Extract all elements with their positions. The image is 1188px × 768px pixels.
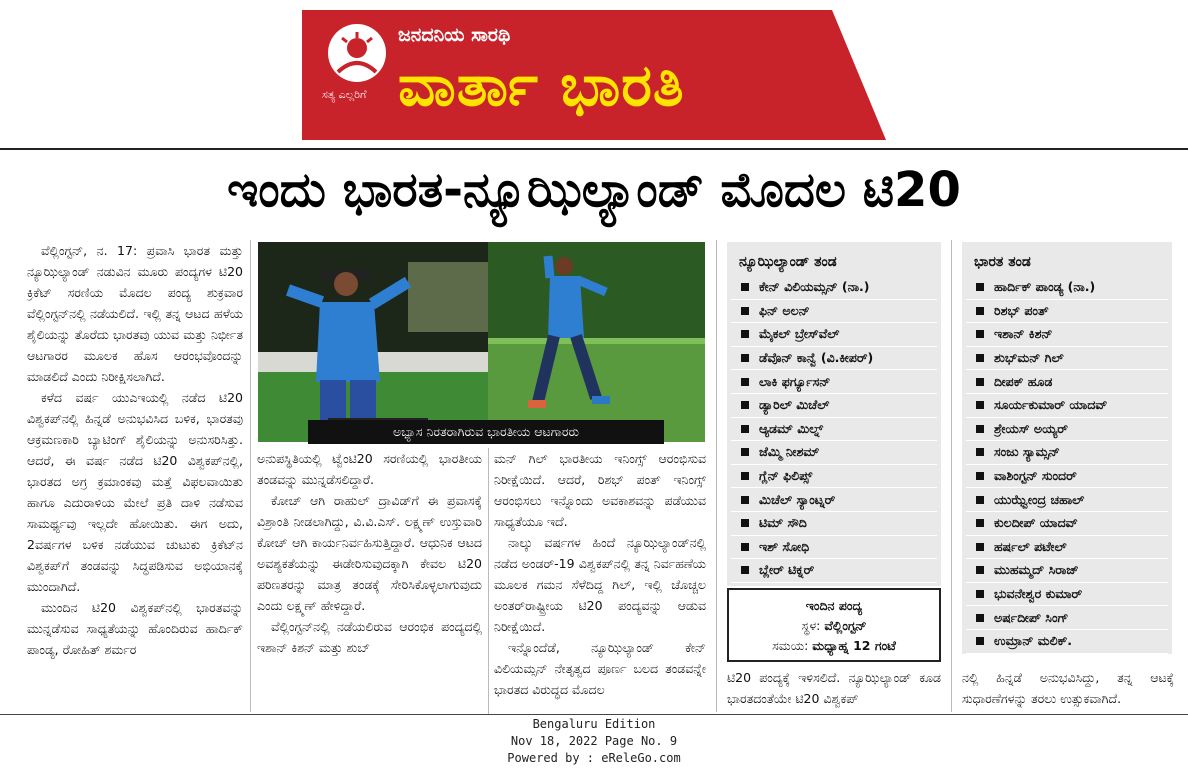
square-bullet-icon <box>741 378 749 386</box>
player-name: ಡೆವೊನ್ ಕಾನ್ವೆ (ವಿ.ಕೀಪರ್) <box>759 350 874 366</box>
player-name: ಜೆಮ್ಮಿ ನೀಶಮ್ <box>759 444 820 460</box>
player-name: ಕುಲದೀಪ್ ಯಾದವ್ <box>994 515 1078 531</box>
square-bullet-icon <box>741 354 749 362</box>
player-name: ಇಶ್ ಸೋಧಿ <box>759 538 810 554</box>
match-info-title: ಇಂದಿನ ಪಂದ್ಯ <box>805 598 863 613</box>
squad-player <box>966 418 1168 442</box>
player-name: ಭುವನೇಶ್ವರ ಕುಮಾರ್ <box>994 586 1083 602</box>
player-name: ಸೂರ್ಯಕುಮಾರ್ ಯಾದವ್ <box>994 397 1108 413</box>
player-name: ಫಿನ್ ಅಲನ್ <box>759 302 810 318</box>
square-bullet-icon <box>976 448 984 456</box>
squad-player <box>966 488 1168 512</box>
squad-player <box>731 488 937 512</box>
squad-player <box>966 606 1168 630</box>
match-info-box <box>727 588 941 662</box>
squad-player <box>731 370 937 394</box>
newspaper-logo-icon <box>328 24 386 82</box>
square-bullet-icon <box>741 283 749 291</box>
square-bullet-icon <box>976 590 984 598</box>
article-paragraph: ಕಳೆದ ವರ್ಷ ಯುಎಇಯಲ್ಲಿ ನಡೆದ ಟಿ20 ವಿಶ್ವಕಪ್‌ನಲ್ಲಿ ಹಿನ್ನಡೆ ಅನುಭವಿಸಿದ ಬಳಿಕ, ಭಾರತವು ಆಕ್ರಮಣಕಾರಿ ಬ್ಯಾಟಿಂಗ್ ಶೈಲಿಯನ್ನು ಅನುಸರಿಸಿತ್ತು. ಆದರೆ, ಈ ವರ್ಷ ನಡೆದ ಟಿ20 ವಿಶ್ವಕಪ್‌ನಲ್ಲಿ, ಭಾರತದ ಅಗ್ರ ಕ್ರಮಾಂಕವು ಮತ್ತೆ ವಿಫಲವಾಯಿತು ಹಾಗೂ ಎದುರಾಳಿಯ ಮೇಲೆ ಪ್ರತಿ ದಾಳಿ ನಡೆಸುವ ಸಾಮರ್ಥ್ಯವು ಇಲ್ಲದೇ ಹೋಯಿತು. ಈಗ ಅದು, 2ವರ್ಷಗಳ ಬಳಿಕ ನಡೆಯುವ ಚುಟುಕು ಕ್ರಿಕೆಟ್‌ನ ವಿಶ್ವಕಪ್‌ಗೆ ತಂಡವನ್ನು ಸಿದ್ಧಪಡಿಸುವ ಅಭಿಯಾನಕ್ಕೆ ಮುಂದಾಗಿದೆ. <box>27 390 243 594</box>
squad-player <box>731 323 937 347</box>
square-bullet-icon <box>741 401 749 409</box>
player-name: ಲಾಕಿ ಫರ್ಗ್ಯೂಸನ್ <box>759 373 831 389</box>
player-name: ಯುಝ್ವೇಂದ್ರ ಚಹಾಲ್ <box>994 491 1085 507</box>
bottom-divider <box>0 714 1188 715</box>
player-name: ಅರ್ಷದೀಪ್ ಸಿಂಗ್ <box>994 609 1069 625</box>
player-name: ವಾಶಿಂಗ್ಟನ್ ಸುಂದರ್ <box>994 468 1077 484</box>
squad-player <box>731 394 937 418</box>
squad-player <box>966 559 1168 583</box>
square-bullet-icon <box>741 496 749 504</box>
squad-player <box>966 630 1168 654</box>
match-venue <box>729 616 939 636</box>
square-bullet-icon <box>976 307 984 315</box>
square-bullet-icon <box>741 448 749 456</box>
logo-motto: ಸತ್ಯ ಎಲ್ಲರಿಗೆ <box>322 88 367 101</box>
square-bullet-icon <box>976 519 984 527</box>
page-footer <box>0 716 1188 767</box>
player-name: ಮೈಕಲ್ ಬ್ರೇಸ್‌ವೆಲ್ <box>759 326 840 342</box>
squad-player <box>731 512 937 536</box>
player-name: ಟಿಮ್ ಸೌದಿ <box>759 515 807 531</box>
square-bullet-icon <box>741 543 749 551</box>
square-bullet-icon <box>976 330 984 338</box>
date-page-label: Nov 18, 2022 Page No. 9 <box>510 734 678 748</box>
column-divider <box>716 240 717 712</box>
square-bullet-icon <box>976 378 984 386</box>
column-divider <box>488 448 489 714</box>
square-bullet-icon <box>976 566 984 574</box>
time-label: ಸಮಯ: <box>772 638 809 653</box>
squad-player <box>731 300 937 324</box>
square-bullet-icon <box>976 543 984 551</box>
squad-player <box>731 559 937 583</box>
player-name: ಮುಹಮ್ಮದ್ ಸಿರಾಜ್ <box>994 562 1079 578</box>
square-bullet-icon <box>976 354 984 362</box>
india-squad-box <box>962 242 1172 654</box>
squad-player <box>966 323 1168 347</box>
player-name: ಆ್ಯಡಮ್ ಮಿಲ್ನ್ <box>759 420 824 436</box>
time-value: ಮಧ್ಯಾಹ್ನ 12 ಗಂಟೆ <box>812 638 896 653</box>
square-bullet-icon <box>976 283 984 291</box>
player-name: ಹರ್ಷಲ್ ಪಟೇಲ್ <box>994 538 1067 554</box>
squad-player <box>731 347 937 371</box>
masthead <box>302 10 886 140</box>
squad-player <box>731 441 937 465</box>
new-zealand-squad-box <box>727 242 941 586</box>
square-bullet-icon <box>976 472 984 480</box>
squad-player <box>731 418 937 442</box>
square-bullet-icon <box>976 614 984 622</box>
squad-player <box>966 465 1168 489</box>
article-column-3 <box>494 448 706 714</box>
article-paragraph: ವೆಲ್ಲಿಂಗ್ಟನ್, ನ. 17: ಪ್ರವಾಸಿ ಭಾರತ ಮತ್ತು ನ್ಯೂಝಿಲ್ಯಾಂಡ್ ನಡುವಿನ ಮೂರು ಪಂದ್ಯಗಳ ಟಿ20 ಕ್ರಿಕೆಟ್ ಸರಣಿಯ ಮೊದಲ ಪಂದ್ಯ ಶುಕ್ರವಾರ ವೆಲ್ಲಿಂಗ್ಟನ್‌ನಲ್ಲಿ ನಡೆಯಲಿದೆ. ಇಲ್ಲಿ ತನ್ನ ಆಟದ ಹಳೆಯ ಶೈಲಿಯನ್ನು ತೊರೆದು ಭಾರತವು ಯುವ ಮತ್ತು ನಿರ್ಭೀತ ಆಟಗಾರರ ಮೂಲಕ ಹೊಸ ಆರಂಭವೊಂದನ್ನು ಮಾಡಲಿದೆ ಎಂದು ನಿರೀಕ್ಷಿಸಲಾಗಿದೆ. <box>27 243 243 384</box>
square-bullet-icon <box>741 307 749 315</box>
squad-player <box>966 583 1168 607</box>
player-name: ರಿಶಭ್ ಪಂತ್ <box>994 302 1049 318</box>
squad-title: ನ್ಯೂಝಿಲ್ಯಾಂಡ್ ತಂಡ <box>739 254 837 270</box>
article-paragraph: ವೆಲ್ಲಿಂಗ್ಟನ್‌ನಲ್ಲಿ ನಡೆಯಲಿರುವ ಆರಂಭಿಕ ಪಂದ್ಯದಲ್ಲಿ ಇಶಾನ್ ಕಿಶನ್ ಮತ್ತು ಶುಬ್ <box>257 619 482 655</box>
powered-by-label: Powered by : eReleGo.com <box>507 751 681 765</box>
article-paragraph: ಇನ್ನೊಂದೆಡೆ, ನ್ಯೂಝಿಲ್ಯಾಂಡ್ ಕೇನ್ ವಿಲಿಯಮ್ಸನ್ ನೇತೃತ್ವದ ಪೂರ್ಣ ಬಲದ ತಂಡವನ್ನೇ ಭಾರತದ ವಿರುದ್ಧದ ಮೊದಲ <box>494 640 706 697</box>
masthead-tagline: ಜನದನಿಯ ಸಾರಥಿ <box>398 24 511 46</box>
article-continuation-nz: ಟಿ20 ಪಂದ್ಯಕ್ಕೆ ಇಳಿಸಲಿದೆ. ನ್ಯೂಝಿಲ್ಯಾಂಡ್ ಕೂಡ ಭಾರತದಂತೆಯೇ ಟಿ20 ವಿಶ್ವಕಪ್ <box>727 670 941 706</box>
player-name: ಹಾರ್ದಿಕ್ ಪಾಂಡ್ಯ (ನಾ.) <box>994 279 1096 295</box>
square-bullet-icon <box>741 519 749 527</box>
photo-caption: ಅಭ್ಯಾಸ ನಿರತರಾಗಿರುವ ಭಾರತೀಯ ಆಟಗಾರರು <box>308 420 664 444</box>
squad-list <box>727 276 941 583</box>
article-paragraph: ಮನ್ ಗಿಲ್ ಭಾರತೀಯ ಇನಿಂಗ್ಸ್ ಆರಂಭಿಸುವ ನಿರೀಕ್ಷೆಯಿದೆ. ಆದರೆ, ರಿಶಭ್ ಪಂತ್ ಇನಿಂಗ್ಸ್ ಆರಂಭಿಸಲು ಇನ್ನೊಂದು ಅವಕಾಶವನ್ನು ಪಡೆಯುವ ಸಾಧ್ಯತೆಯೂ ಇದೆ. <box>494 451 706 529</box>
squad-list <box>962 276 1172 654</box>
venue-label: ಸ್ಥಳ: <box>801 618 821 633</box>
player-name: ದೀಪಕ್ ಹೂಡ <box>994 373 1053 389</box>
article-column-2 <box>257 448 482 714</box>
article-paragraph: ನಾಲ್ಕು ವರ್ಷಗಳ ಹಿಂದೆ ನ್ಯೂಝಿಲ್ಯಾಂಡ್‌ನಲ್ಲಿ ನಡೆದ ಅಂಡರ್-19 ವಿಶ್ವಕಪ್‌ನಲ್ಲಿ ತನ್ನ ನಿರ್ವಹಣೆಯ ಮೂಲಕ ಗಮನ ಸೆಳೆದಿದ್ದ ಗಿಲ್, ಇಲ್ಲಿ ಚೊಚ್ಚಲ ಅಂತರ್‌ರಾಷ್ಟ್ರೀಯ ಟಿ20 ಪಂದ್ಯವನ್ನು ಆಡುವ ನಿರೀಕ್ಷೆಯಿದೆ. <box>494 535 706 634</box>
squad-player <box>966 347 1168 371</box>
article-paragraph: ಮುಂದಿನ ಟಿ20 ವಿಶ್ವಕಪ್‌ನಲ್ಲಿ ಭಾರತವನ್ನು ಮುನ್ನಡೆಸುವ ಸಾಧ್ಯತೆಯನ್ನು ಹೊಂದಿರುವ ಹಾರ್ದಿಕ್ ಪಾಂಡ್ಯ, ರೋಹಿತ್ ಶರ್ಮರ <box>27 600 243 657</box>
player-training-photo-right <box>488 242 705 442</box>
square-bullet-icon <box>976 496 984 504</box>
squad-player <box>731 465 937 489</box>
player-name: ಸಂಜು ಸ್ಯಾಮ್ಸನ್ <box>994 444 1060 460</box>
column-divider <box>951 240 952 712</box>
match-time <box>729 636 939 656</box>
player-name: ಬ್ಲೇರ್ ಟಿಕ್ನರ್ <box>759 562 815 578</box>
player-name: ಡ್ಯಾರಿಲ್ ಮಿಚೆಲ್ <box>759 397 830 413</box>
edition-label: Bengaluru Edition <box>532 717 656 731</box>
square-bullet-icon <box>976 637 984 645</box>
squad-title: ಭಾರತ ತಂಡ <box>974 254 1031 270</box>
square-bullet-icon <box>976 425 984 433</box>
article-continuation-in: ನಲ್ಲಿ ಹಿನ್ನಡೆ ಅನುಭವಿಸಿದ್ದು, ತನ್ನ ಆಟಕ್ಕೆ ಸುಧಾರಣೆಗಳನ್ನು ತರಲು ಉತ್ಸುಕವಾಗಿದೆ. <box>962 670 1174 706</box>
square-bullet-icon <box>741 472 749 480</box>
column-divider <box>250 240 251 712</box>
squad-player <box>731 536 937 560</box>
article-headline: ಇಂದು ಭಾರತ-ನ್ಯೂಝಿಲ್ಯಾಂಡ್ ಮೊದಲ ಟಿ20 <box>227 162 961 218</box>
squad-player <box>966 441 1168 465</box>
squad-player <box>966 512 1168 536</box>
venue-value: ವೆಲ್ಲಿಂಗ್ಟನ್ <box>824 618 867 633</box>
squad-player <box>966 300 1168 324</box>
player-name: ಶುಭ್‌ಮನ್ ಗಿಲ್ <box>994 350 1064 366</box>
squad-player <box>731 276 937 300</box>
article-column-1 <box>27 240 243 712</box>
article-paragraph: ಕೋಚ್ ಆಗಿ ರಾಹುಲ್ ದ್ರಾವಿಡ್‌ಗೆ ಈ ಪ್ರವಾಸಕ್ಕೆ ವಿಶ್ರಾಂತಿ ನೀಡಲಾಗಿದ್ದು, ವಿ.ವಿ.ಎಸ್. ಲಕ್ಷ್ಮಣ್ ಉಸ್ತುವಾರಿ ಕೋಚ್ ಆಗಿ ಕಾರ್ಯನಿರ್ವಹಿಸುತ್ತಿದ್ದಾರೆ. ಆಧುನಿಕ ಆಟದ ಅವಶ್ಯಕತೆಯನ್ನು ಈಡೇರಿಸುವುದಕ್ಕಾಗಿ ಕೇವಲ ಟಿ20 ಪರಿಣತರನ್ನು ಮಾತ್ರ ತಂಡಕ್ಕೆ ಸೇರಿಸಿಕೊಳ್ಳಲಾಗುವುದು ಎಂದು ಲಕ್ಷ್ಮಣ್ ಹೇಳಿದ್ದಾರೆ. <box>257 493 482 613</box>
squad-player <box>966 276 1168 300</box>
squad-player <box>966 536 1168 560</box>
squad-player <box>966 394 1168 418</box>
player-name: ಗ್ಲೆನ್ ಫಿಲಿಪ್ಸ್ <box>759 468 813 484</box>
square-bullet-icon <box>741 566 749 574</box>
player-name: ಕೇನ್ ವಿಲಿಯಮ್ಸನ್ (ನಾ.) <box>759 279 870 295</box>
player-training-photo-left <box>258 242 488 442</box>
player-name: ಮಿಚೆಲ್ ಸ್ಯಾಂಟ್ನರ್ <box>759 491 836 507</box>
article-paragraph: ಅನುಪಸ್ಥಿತಿಯಲ್ಲಿ ಟ್ವೆಂಟಿ20 ಸರಣಿಯಲ್ಲಿ ಭಾರತೀಯ ತಂಡವನ್ನು ಮುನ್ನಡೆಸಲಿದ್ದಾರೆ. <box>257 451 482 487</box>
player-name: ಉಮ್ರಾನ್ ಮಲಿಕ್. <box>994 633 1073 649</box>
square-bullet-icon <box>741 330 749 338</box>
player-name: ಶ್ರೇಯಸ್ ಅಯ್ಯರ್ <box>994 420 1068 436</box>
square-bullet-icon <box>741 425 749 433</box>
squad-player <box>966 370 1168 394</box>
square-bullet-icon <box>976 401 984 409</box>
player-name: ಇಶಾನ್ ಕಿಶನ್ <box>994 326 1053 342</box>
newspaper-title: ವಾರ್ತಾ ಭಾರತಿ <box>398 51 685 119</box>
